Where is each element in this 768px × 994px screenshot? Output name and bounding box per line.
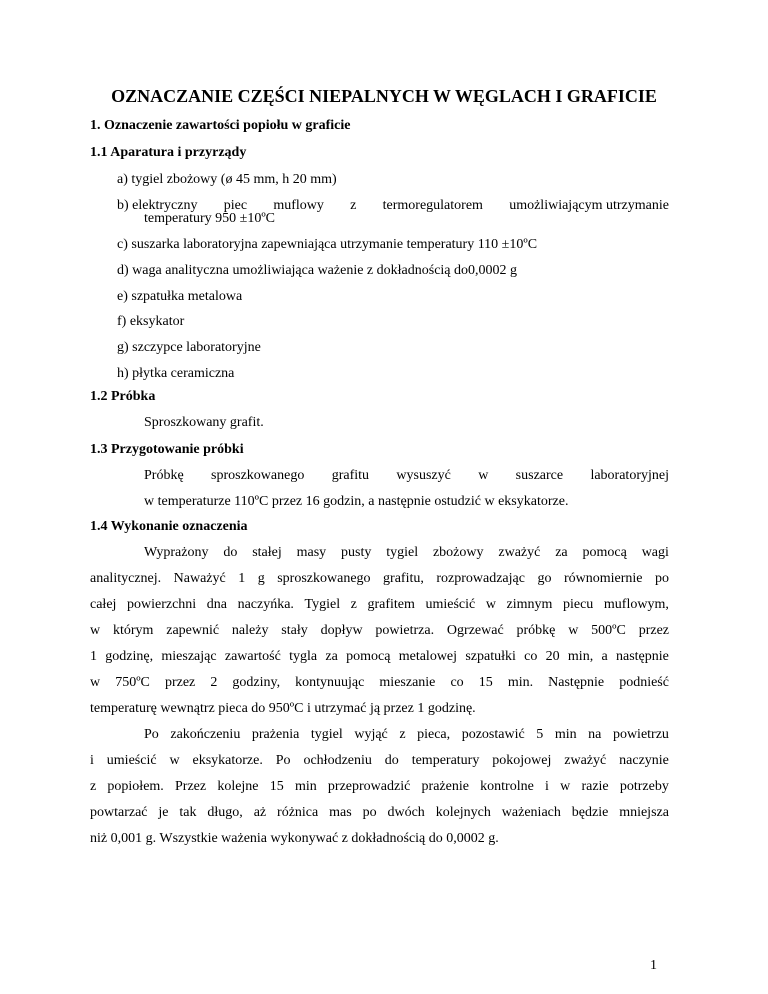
procedure-paragraph-1-line (144, 544, 669, 562)
section-1-2-heading: 1.2 Próbka (90, 389, 156, 404)
word: naczynie (619, 753, 669, 768)
preparation-word: grafitu (331, 468, 370, 483)
word: mieszając (161, 649, 217, 664)
preparation-line-2: w temperaturze 110ºC przez 16 godzin, a następnie ostudzić w eksykatorze. (144, 494, 569, 509)
word: tygiel (386, 545, 419, 560)
equipment-item-b-word: piec (223, 198, 248, 213)
word: 750ºC (115, 675, 150, 690)
word: w (90, 675, 101, 690)
preparation-word: sproszkowanego (211, 468, 305, 483)
word: podnieść (619, 675, 669, 690)
word: a (601, 649, 608, 664)
word: po (362, 805, 377, 820)
word: prażenia (251, 727, 300, 742)
word: min (554, 727, 577, 742)
sample-text: Sproszkowany grafit. (144, 415, 264, 430)
word: Po (144, 727, 159, 742)
procedure-paragraph-2-line (90, 752, 669, 770)
word: pokojowej (492, 753, 552, 768)
word: 2 (210, 675, 218, 690)
word: równomiernie (563, 571, 643, 586)
word: w (560, 779, 571, 794)
word: umieścić (425, 597, 476, 612)
word: masy (296, 545, 327, 560)
word: z (90, 779, 97, 794)
equipment-item-c: c) suszarka laboratoryjna zapewniająca utrzymanie temperatury 110 ±10ºC (117, 237, 538, 252)
word: tak (179, 805, 197, 820)
preparation-word: w (478, 468, 489, 483)
word: mas (329, 805, 352, 820)
word: szpatułki (465, 649, 516, 664)
procedure-paragraph-2-line (144, 726, 669, 744)
word: potrzeby (619, 779, 669, 794)
word: w (169, 753, 180, 768)
word: grafitem (367, 597, 415, 612)
procedure-paragraph-2-line (90, 778, 669, 796)
word: Ogrzewać (446, 623, 504, 638)
word: kolejne (217, 779, 259, 794)
word: 20 (545, 649, 560, 664)
word: następnie (615, 649, 669, 664)
word: naczyńka. (237, 597, 294, 612)
word: 5 (536, 727, 544, 742)
word: całej (90, 597, 117, 612)
word: którym (112, 623, 154, 638)
word: metalowej (398, 649, 458, 664)
word: przez (164, 675, 196, 690)
word: 500ºC (591, 623, 626, 638)
word: 1 (90, 649, 97, 664)
word: dopływ (320, 623, 363, 638)
word: w (568, 623, 579, 638)
word: 15 (269, 779, 284, 794)
word: powietrza. (375, 623, 435, 638)
word: kontynuując (295, 675, 365, 690)
word: piecu (562, 597, 594, 612)
word: min (294, 779, 317, 794)
word: popiołem. (107, 779, 164, 794)
word: będzie (571, 805, 609, 820)
word: prażenie (421, 779, 469, 794)
procedure-paragraph-2-last-line: niż 0,001 g. Wszystkie ważenia wykonywać z dokładnością do 0,0002 g. (90, 831, 499, 846)
word: pomocą (582, 545, 627, 560)
word: muflowym, (603, 597, 669, 612)
word: je (158, 805, 169, 820)
equipment-item-g: g) szczypce laboratoryjne (117, 340, 261, 355)
procedure-paragraph-2-line (90, 804, 669, 822)
procedure-paragraph-1-last-line: temperaturę wewnątrz pieca do 950ºC i utrzymać ją przez 1 godzinę. (90, 701, 476, 716)
word: eksykatorze. (192, 753, 263, 768)
word: ochłodzeniu (303, 753, 372, 768)
procedure-paragraph-1-line (90, 622, 669, 640)
word: zważyć (498, 545, 541, 560)
word: 1 (238, 571, 246, 586)
preparation-word: Próbkę (144, 468, 184, 483)
word: wagi (641, 545, 669, 560)
word: 15 (478, 675, 493, 690)
word: pozostawić (461, 727, 525, 742)
equipment-item-b-word: b) elektryczny (117, 198, 198, 213)
word: za (555, 545, 568, 560)
word: godziny, (232, 675, 281, 690)
word: i (90, 753, 94, 768)
word: dwóch (387, 805, 425, 820)
word: próbkę (516, 623, 556, 638)
word: zważyć (564, 753, 607, 768)
word: Następnie (548, 675, 605, 690)
word: do (384, 753, 399, 768)
word: różnica (277, 805, 319, 820)
word: przeprowadzić (327, 779, 411, 794)
word: godzinę, (105, 649, 154, 664)
word: rozprowadzając (436, 571, 525, 586)
equipment-item-b-continuation: temperatury 950 ±10ºC (144, 211, 275, 226)
word: co (450, 675, 464, 690)
word: zbożowy (432, 545, 484, 560)
word: temperatury (411, 753, 480, 768)
word: analitycznej. (90, 571, 162, 586)
preparation-word: laboratoryjnej (590, 468, 669, 483)
word: grafitu, (383, 571, 424, 586)
word: umieścić (106, 753, 157, 768)
procedure-paragraph-1-line (90, 648, 669, 666)
word: i (545, 779, 549, 794)
section-1-heading: 1. Oznaczenie zawartości popiołu w graficie (90, 118, 351, 133)
word: z (399, 727, 406, 742)
word: pieca, (417, 727, 451, 742)
word: stałej (252, 545, 282, 560)
word: powietrzu (612, 727, 669, 742)
word: za (325, 649, 338, 664)
word: powierzchni (127, 597, 197, 612)
word: pomocą (346, 649, 391, 664)
word: min, (567, 649, 594, 664)
equipment-item-f: f) eksykator (117, 314, 185, 329)
procedure-paragraph-1-line (90, 570, 669, 588)
word: ważeniach (501, 805, 561, 820)
document-title: OZNACZANIE CZĘŚCI NIEPALNYCH W WĘGLACH I GRAFICIE (111, 86, 657, 106)
equipment-item-b-word: umożliwiającym utrzymanie (509, 198, 669, 213)
word: go (537, 571, 552, 586)
word: Przez (175, 779, 207, 794)
equipment-item-b-word: z (350, 198, 357, 213)
word: kontrolne (480, 779, 534, 794)
word: zawartość (224, 649, 281, 664)
word: razie (581, 779, 609, 794)
equipment-item-e: e) szpatułka metalowa (117, 289, 243, 304)
word: co (524, 649, 538, 664)
word: zimnym (506, 597, 553, 612)
word: Naważyć (173, 571, 226, 586)
word: g (257, 571, 265, 586)
word: wyjąć (354, 727, 388, 742)
word: w (90, 623, 101, 638)
word: stały (281, 623, 308, 638)
word: zakończeniu (170, 727, 241, 742)
word: Po (275, 753, 291, 768)
word: Tygiel (304, 597, 341, 612)
page-number: 1 (650, 958, 657, 973)
preparation-word: wysuszyć (396, 468, 451, 483)
word: przez (638, 623, 669, 638)
equipment-item-d: d) waga analityczna umożliwiająca ważenie z dokładnością do0,0002 g (117, 263, 518, 278)
equipment-item-h: h) płytka ceramiczna (117, 366, 235, 381)
section-1-1-heading: 1.1 Aparatura i przyrządy (90, 145, 247, 160)
section-1-3-heading: 1.3 Przygotowanie próbki (90, 442, 244, 457)
word: mniejsza (619, 805, 669, 820)
word: do (223, 545, 238, 560)
word: aż (253, 805, 267, 820)
word: zapewnić (166, 623, 220, 638)
word: pusty (341, 545, 372, 560)
word: w (485, 597, 496, 612)
equipment-item-b-word: termoregulatorem (382, 198, 483, 213)
preparation-line-1 (144, 467, 669, 485)
procedure-paragraph-1-line (90, 674, 669, 692)
word: długo, (207, 805, 243, 820)
equipment-item-a: a) tygiel zbożowy (ø 45 mm, h 20 mm) (117, 172, 337, 187)
procedure-paragraph-1-line (90, 596, 669, 614)
word: min. (507, 675, 534, 690)
word: Wyprażony (144, 545, 209, 560)
section-1-4-heading: 1.4 Wykonanie oznaczenia (90, 519, 248, 534)
word: należy (231, 623, 269, 638)
word: sproszkowanego (277, 571, 371, 586)
word: na (588, 727, 602, 742)
word: powtarzać (90, 805, 148, 820)
word: z (350, 597, 357, 612)
word: kolejnych (435, 805, 491, 820)
equipment-item-b-word: muflowy (273, 198, 324, 213)
word: po (655, 571, 669, 586)
word: dna (206, 597, 227, 612)
word: tygla (289, 649, 318, 664)
preparation-word: suszarce (515, 468, 564, 483)
word: tygiel (310, 727, 343, 742)
word: mieszanie (379, 675, 436, 690)
